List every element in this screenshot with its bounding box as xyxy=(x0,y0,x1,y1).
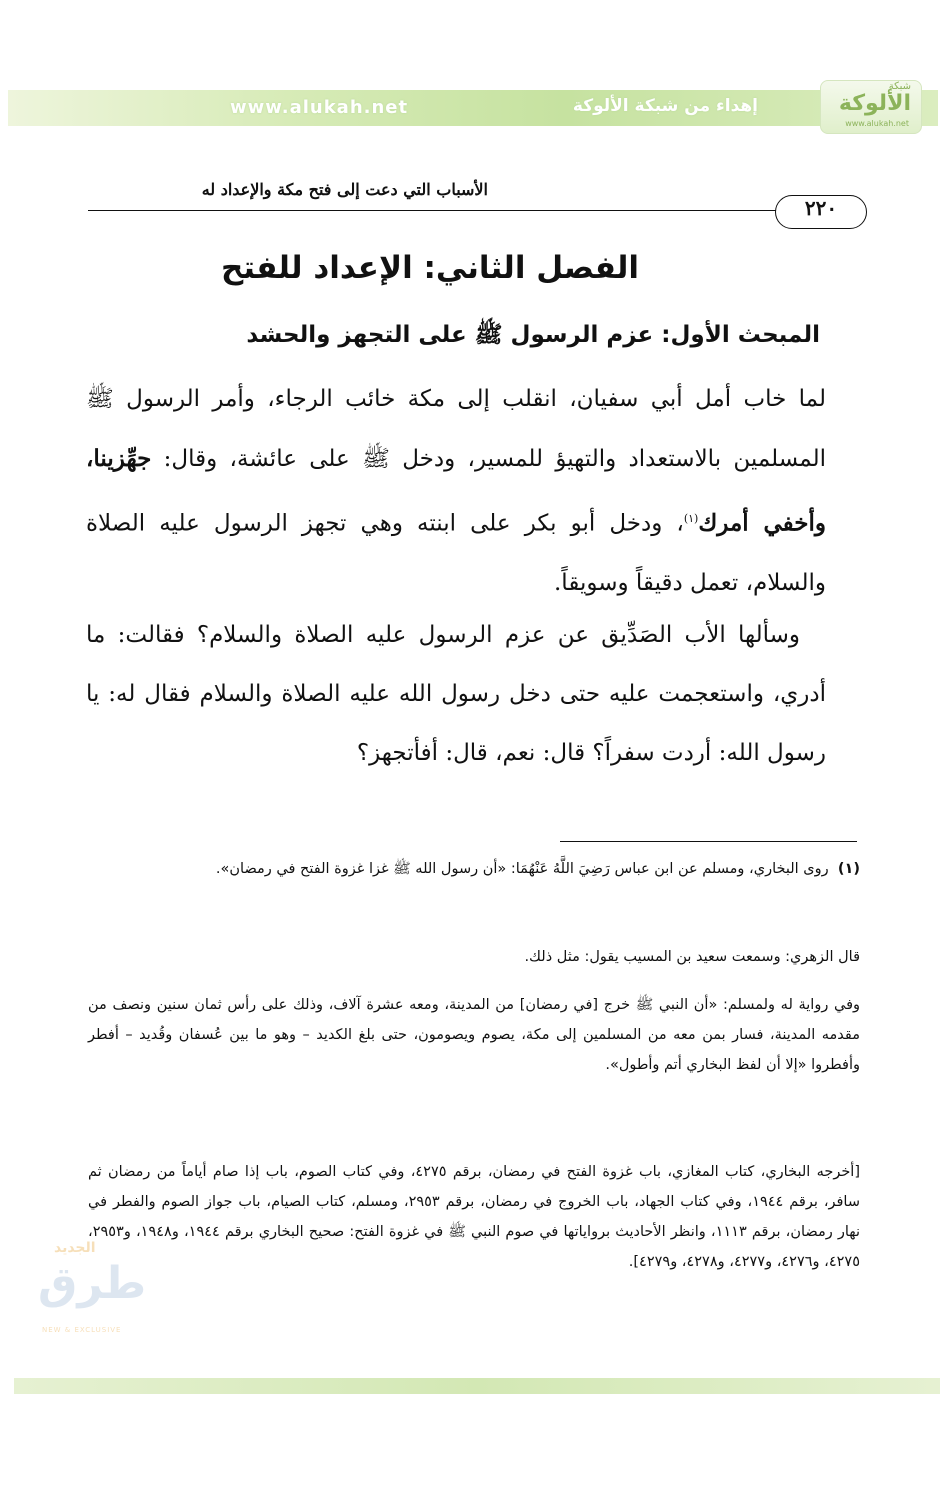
running-title: الأسباب التي دعت إلى فتح مكة والإعداد له xyxy=(201,180,488,199)
chapter-title: الفصل الثاني: الإعداد للفتح xyxy=(220,250,640,286)
header-banner xyxy=(8,90,938,126)
logo-small-text: شبكة xyxy=(888,81,911,92)
footnote-rule xyxy=(560,841,857,842)
footnote-ref-1[interactable]: (١) xyxy=(683,512,699,525)
footer-band xyxy=(14,1378,940,1394)
logo-site: www.alukah.net xyxy=(845,119,909,128)
page-number: ٢٢٠ xyxy=(775,195,867,229)
body-paragraph-2: وسألها الأب الصَدِّيق عن عزم الرسول عليه الصلاة والسلام؟ فقالت: ما أدري، واستعجمت عليه حتى دخل رسول الله عليه الصلاة والسلام فقال له: يا رسول الله: أردت سفراً؟ قال: نعم، قال: أفأتجهز؟ xyxy=(86,622,826,766)
footnote-1 xyxy=(88,854,860,884)
p1-bold-quote: جهِّزينا، وأخفي أمرك xyxy=(86,445,826,537)
p1-text-start: لما خاب أمل أبي سفيان، انقلب إلى مكة خائب الرجاء، وأمر الرسول ﷺ المسلمين بالاستعداد والتهيؤ للمسير، ودخل ﷺ على عائشة، وقال: xyxy=(86,386,826,472)
alukah-logo xyxy=(820,80,922,134)
watermark-bottom: NEW & EXCLUSIVE xyxy=(42,1326,122,1334)
footnote-muslim-narration: وفي رواية له ولمسلم: «أن النبي ﷺ خرج [في رمضان] من المدينة، ومعه عشرة آلاف، وذلك على رأس ثمان سنين ونصف من مقدمه المدينة، فسار بمن معه من المسلمين إلى مكة، يصوم ويصومون، حتى بلغ الكديد – وهو ما بين عُسفان وقُديد – أفطر وأفطروا «إلا أن لفظ البخاري أتم وأطول». xyxy=(88,997,860,1073)
watermark-stamp xyxy=(28,1240,147,1360)
body-paragraph-1 xyxy=(86,370,826,613)
footnote-references: [أخرجه البخاري، كتاب المغازي، باب غزوة الفتح في رمضان، برقم ٤٢٧٥، وفي كتاب الصوم، باب إذا صام أياماً من رمضان ثم سافر، برقم ١٩٤٤، وفي كتاب الجهاد، باب الخروج في رمضان، برقم ٢٩٥٣، ومسلم، كتاب الصيام، باب جواز الصوم والفطر في نهار رمضان، برقم ١١١٣، وانظر الأحاديث برواياتها في صوم النبي ﷺ في غزوة الفتح: صحيح البخاري برقم ١٩٤٤، و١٩٤٨، و٢٩٥٣، ٤٢٧٥، و٤٢٧٦، و٤٢٧٧، و٤٢٧٨، و٤٢٧٩]. xyxy=(88,1164,861,1270)
footnote-number: (١) xyxy=(837,861,860,877)
p1-text-end: ، ودخل أبو بكر على ابنته وهي تجهز الرسول عليه الصلاة والسلام، تعمل دقيقاً وسويقاً. xyxy=(86,510,826,596)
site-url[interactable]: www.alukah.net xyxy=(230,97,409,118)
footnote-1-text: روى البخاري، ومسلم عن ابن عباس رَضِيَ اللَّهُ عَنْهُمَا: «أن رسول الله ﷺ غزا غزوة الفتح في رمضان». xyxy=(215,861,829,877)
footnote-zuhri: قال الزهري: وسمعت سعيد بن المسيب يقول: مثل ذلك. xyxy=(524,949,860,965)
section-title: المبحث الأول: عزم الرسول ﷺ على التجهز والحشد xyxy=(246,322,820,348)
watermark-top: الجديد xyxy=(54,1240,96,1256)
header-rule xyxy=(88,210,788,211)
watermark-main: طرق xyxy=(38,1258,147,1309)
gift-text: إهداء من شبكة الألوكة xyxy=(572,96,758,116)
logo-text: الألوكة xyxy=(838,91,911,116)
